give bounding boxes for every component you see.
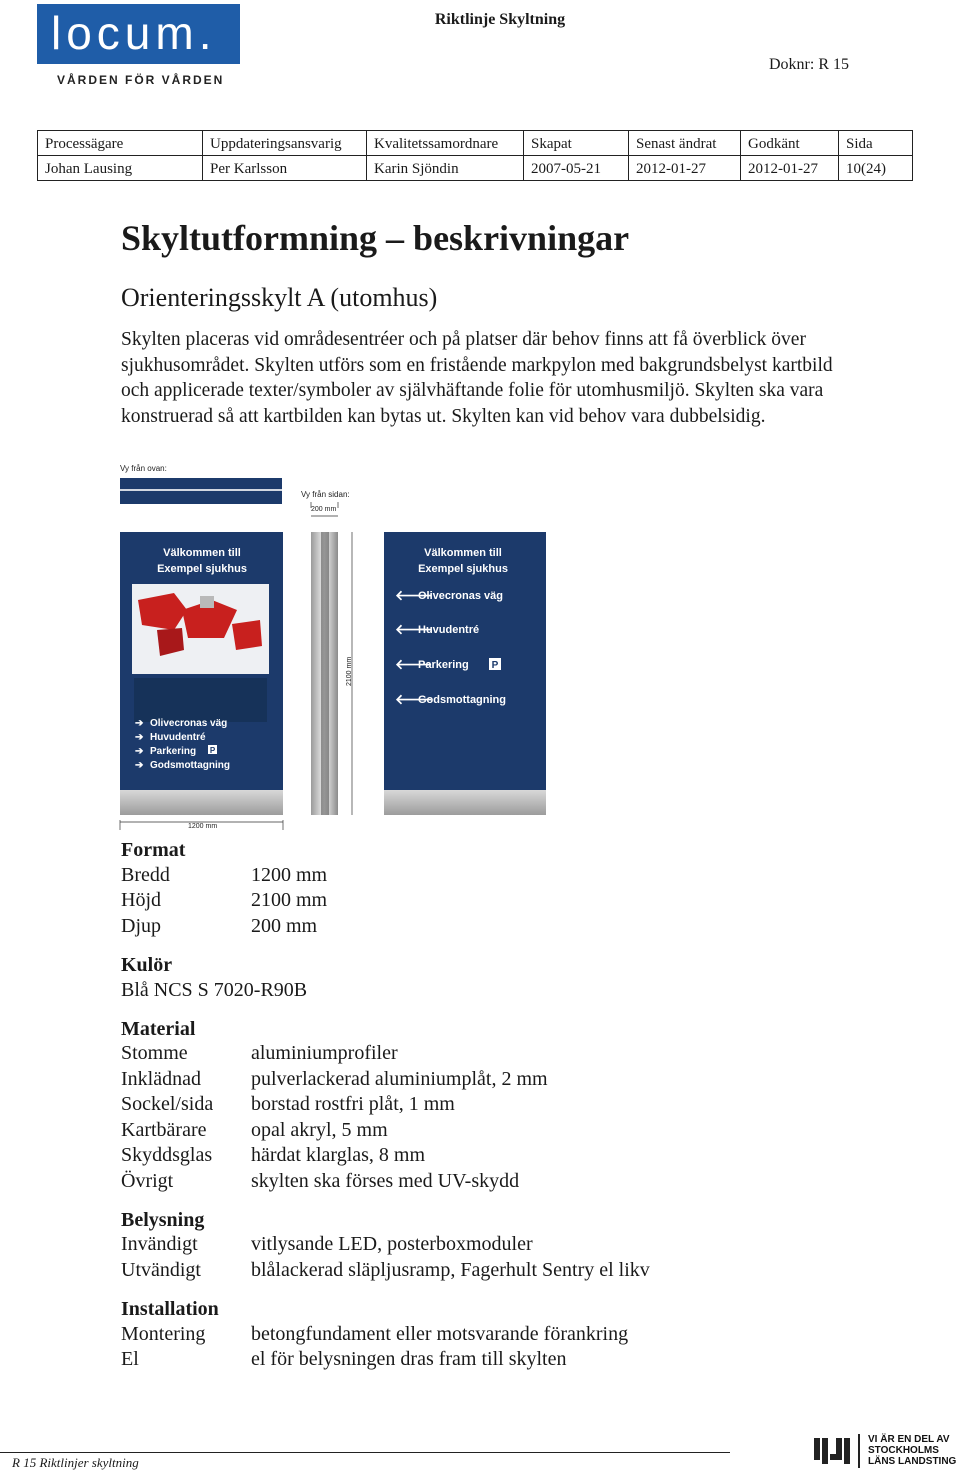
parking-symbol: P [209,746,216,755]
parking-symbol: P [491,660,499,671]
material-row [121,1118,388,1143]
spec-key: El [121,1348,139,1370]
spec-value: 1200 mm [251,864,328,886]
sll-logo-text [868,1434,956,1467]
logo-wordmark: locum. [51,7,217,59]
page-heading: Skyltutformning – beskrivningar [121,218,630,258]
back-sign-base [384,790,546,815]
arrow-right-icon: ➔ [135,718,144,729]
spec-key: Montering [121,1323,206,1345]
header-label: Uppdateringsansvarig [203,131,367,156]
back-direction: Godsmottagning [418,694,506,706]
header-label: Kvalitetssamordnare [367,131,524,156]
installation-row [121,1347,566,1372]
installation-row [121,1322,628,1347]
side-view-label: Vy från sidan: [301,490,350,499]
front-direction: Huvudentré [150,732,206,743]
arrow-left-icon: 🡐 [395,691,433,707]
sign-drawing [112,460,562,832]
belysning-title: Belysning [121,1209,205,1231]
material-row [121,1143,425,1168]
width-dimension: 1200 mm [188,823,218,830]
front-sign-base [120,790,283,815]
spec-key: Stomme [121,1042,188,1064]
arrow-right-icon: ➔ [135,760,144,771]
sll-logo-line: STOCKHOLMS [868,1445,939,1456]
header-value: Karin Sjöndin [367,156,524,181]
sll-logo-line: VI ÄR EN DEL AV [868,1434,950,1445]
spec-value: pulverlackerad aluminiumplåt, 2 mm [251,1068,548,1090]
document-number: Doknr: R 15 [769,56,849,73]
spec-value: blålackerad släpljusramp, Fagerhult Sentry el likv [251,1259,650,1281]
spec-value: härdat klarglas, 8 mm [251,1144,426,1166]
back-direction: Parkering [418,659,469,671]
logo-tagline: VÅRDEN FÖR VÅRDEN [57,73,225,87]
spec-key: Inklädnad [121,1068,201,1090]
header-value: Johan Lausing [38,156,203,181]
format-row [121,863,327,888]
spec-key: Skyddsglas [121,1144,213,1166]
header-value: Per Karlsson [203,156,367,181]
installation-title: Installation [121,1298,219,1320]
material-row [121,1041,398,1066]
arrow-left-icon: 🡐 [395,621,433,637]
header-label: Processägare [38,131,203,156]
belysning-row [121,1232,533,1257]
top-view-label: Vy från ovan: [120,464,167,473]
sll-logo-icon [812,1432,862,1470]
intro-paragraph: Skylten placeras vid områdesentréer och på platser där behov finns att få överblick över sjukhusområdet. Skylten utförs som en fristående markpylon med bakgrundsbelyst kartbild och applicerade texter/symboler av självhäftande folie för utomhusmiljö. Skylten ska vara konstruerad så att kartbilden kan bytas ut. Skylten kan vid behov vara dubbelsidig. [121,329,833,427]
header-value: 10(24) [839,156,913,181]
material-row [121,1067,548,1092]
kulor-title: Kulör [121,954,173,976]
spec-value: 2100 mm [251,889,328,911]
material-row [121,1169,519,1194]
arrow-right-icon: ➔ [135,732,144,743]
footer-rule [0,1452,730,1453]
sll-logo-line: LÄNS LANDSTING [868,1456,957,1467]
header-label: Skapat [524,131,629,156]
footer-text: R 15 Riktlinjer skyltning [12,1455,139,1470]
section-heading: Orienteringsskylt A (utomhus) [121,283,438,312]
back-sign-title: Exempel sjukhus [418,563,508,575]
side-view-core [321,532,329,815]
header-value: 2012-01-27 [741,156,839,181]
front-direction: Olivecronas väg [150,718,228,729]
document-header-table [37,130,913,181]
spec-value: betongfundament eller motsvarande förankring [251,1323,629,1345]
spec-value: vitlysande LED, posterboxmoduler [251,1233,533,1255]
header-label: Sida [839,131,913,156]
spec-key: Höjd [121,889,161,911]
spec-value: 200 mm [251,915,318,937]
spec-key: Sockel/sida [121,1093,214,1115]
front-direction: Godsmottagning [150,760,230,771]
kulor-value: Blå NCS S 7020-R90B [121,979,308,1001]
header-value: 2007-05-21 [524,156,629,181]
map-building [232,620,262,650]
map-legend [134,678,267,722]
front-sign-title: Välkommen till [163,547,241,559]
belysning-row [121,1258,650,1283]
spec-value: borstad rostfri plåt, 1 mm [251,1093,455,1115]
spec-value: opal akryl, 5 mm [251,1119,388,1141]
spec-key: Utvändigt [121,1259,201,1281]
document-title: Riktlinje Skyltning [434,11,566,28]
top-view-line [120,489,282,491]
height-dimension: 2100 mm [346,656,353,686]
arrow-left-icon: 🡐 [395,656,433,672]
spec-value: el för belysningen dras fram till skylten [251,1348,567,1370]
spec-key: Övrigt [121,1170,174,1192]
header-label: Senast ändrat [629,131,741,156]
spec-value: aluminiumprofiler [251,1042,398,1064]
format-title: Format [121,839,186,861]
back-sign-title: Välkommen till [424,547,502,559]
front-sign-title: Exempel sjukhus [157,563,247,575]
map-building-grey [200,596,214,608]
header-value: 2012-01-27 [629,156,741,181]
spec-key: Djup [121,915,161,937]
material-title: Material [121,1018,196,1040]
header-label: Godkänt [741,131,839,156]
front-direction: Parkering [150,746,197,757]
spec-key: Bredd [121,864,170,886]
arrow-right-icon: ➔ [135,746,144,757]
arrow-left-icon: 🡐 [395,587,433,603]
spec-key: Invändigt [121,1233,198,1255]
depth-dimension: 200 mm [311,506,337,513]
material-row [121,1092,455,1117]
format-row [121,914,317,939]
format-row [121,888,327,913]
spec-value: skylten ska förses med UV-skydd [251,1170,520,1192]
spec-key: Kartbärare [121,1119,207,1141]
back-direction: Olivecronas väg [418,590,503,602]
back-direction: Huvudentré [418,624,480,636]
